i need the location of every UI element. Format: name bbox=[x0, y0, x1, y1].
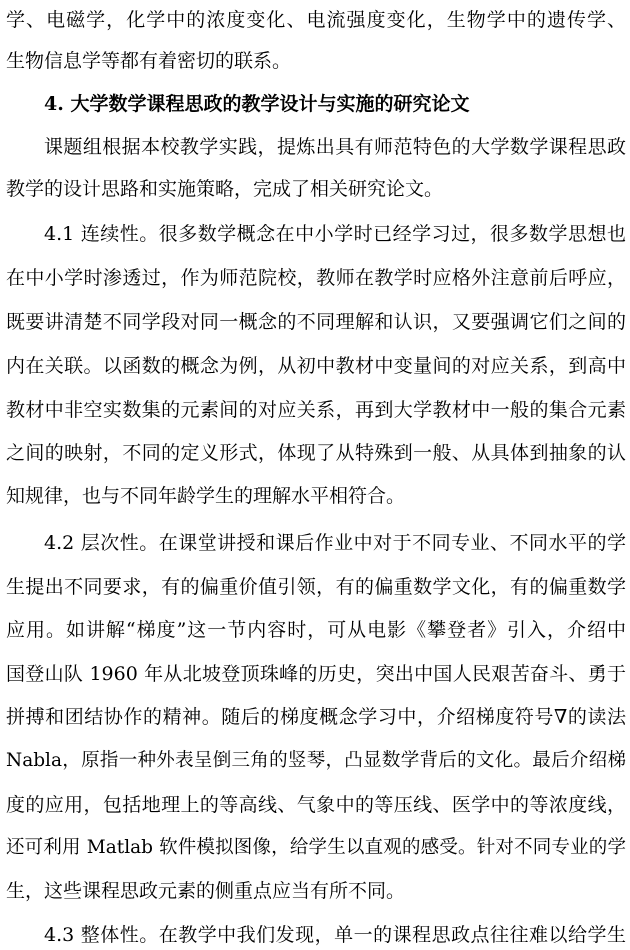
text-line-20: 还可利用 Matlab 软件模拟图像，给学生以直观的感受。针对不同专业的学 bbox=[6, 837, 626, 858]
section-heading-4: 4. 大学数学课程思政的教学设计与实施的研究论文 bbox=[44, 93, 470, 115]
text-line-2: 生物信息学等都有着密切的联系。 bbox=[6, 50, 292, 72]
text-line-8: 既要讲清楚不同学段对同一概念的不同理解和认识，又要强调它们之间的 bbox=[6, 311, 626, 333]
text-line-12: 知规律，也与不同年龄学生的理解水平相符合。 bbox=[6, 485, 406, 507]
text-line-21: 生，这些课程思政元素的侧重点应当有所不同。 bbox=[6, 880, 406, 902]
text-line-7: 在中小学时渗透过，作为师范院校，教师在教学时应格外注意前后呼应， bbox=[6, 267, 626, 289]
text-line-18: Nabla，原指一种外表呈倒三角的竖琴，凸显数学背后的文化。最后介绍梯 bbox=[6, 750, 626, 771]
text-line-11: 之间的映射，不同的定义形式，体现了从特殊到一般、从具体到抽象的认 bbox=[6, 442, 626, 464]
text-line-19: 度的应用，包括地理上的等高线、气象中的等压线、医学中的等浓度线， bbox=[6, 794, 626, 816]
text-line-16: 国登山队 1960 年从北坡登顶珠峰的历史，突出中国人民艰苦奋斗、勇于 bbox=[6, 663, 626, 685]
text-line-1: 学、电磁学，化学中的浓度变化、电流强度变化，生物学中的遗传学、 bbox=[6, 9, 626, 31]
subsection-4-2-line-1: 4.2 层次性。在课堂讲授和课后作业中对于不同专业、不同水平的学 bbox=[44, 532, 626, 554]
text-line-15: 应用。如讲解“梯度”这一节内容时，可从电影《攀登者》引入，介绍中 bbox=[6, 619, 626, 641]
text-line-5: 教学的设计思路和实施策略，完成了相关研究论文。 bbox=[6, 178, 444, 200]
text-line-14: 生提出不同要求，有的偏重价值引领，有的偏重数学文化，有的偏重数学 bbox=[6, 576, 626, 598]
text-line-9: 内在关联。以函数的概念为例，从初中教材中变量间的对应关系，到高中 bbox=[6, 355, 626, 377]
subsection-4-1-line-1: 4.1 连续性。很多数学概念在中小学时已经学习过，很多数学思想也 bbox=[44, 223, 626, 245]
subsection-4-3-line-1: 4.3 整体性。在教学中我们发现，单一的课程思政点往往难以给学生 bbox=[44, 924, 626, 946]
text-line-10: 教材中非空实数集的元素间的对应关系，再到大学教材中一般的集合元素 bbox=[6, 399, 626, 421]
text-line-17: 拼搏和团结协作的精神。随后的梯度概念学习中，介绍梯度符号∇的读法 bbox=[6, 706, 626, 728]
text-line-4: 课题组根据本校教学实践，提炼出具有师范特色的大学数学课程思政 bbox=[44, 136, 626, 158]
